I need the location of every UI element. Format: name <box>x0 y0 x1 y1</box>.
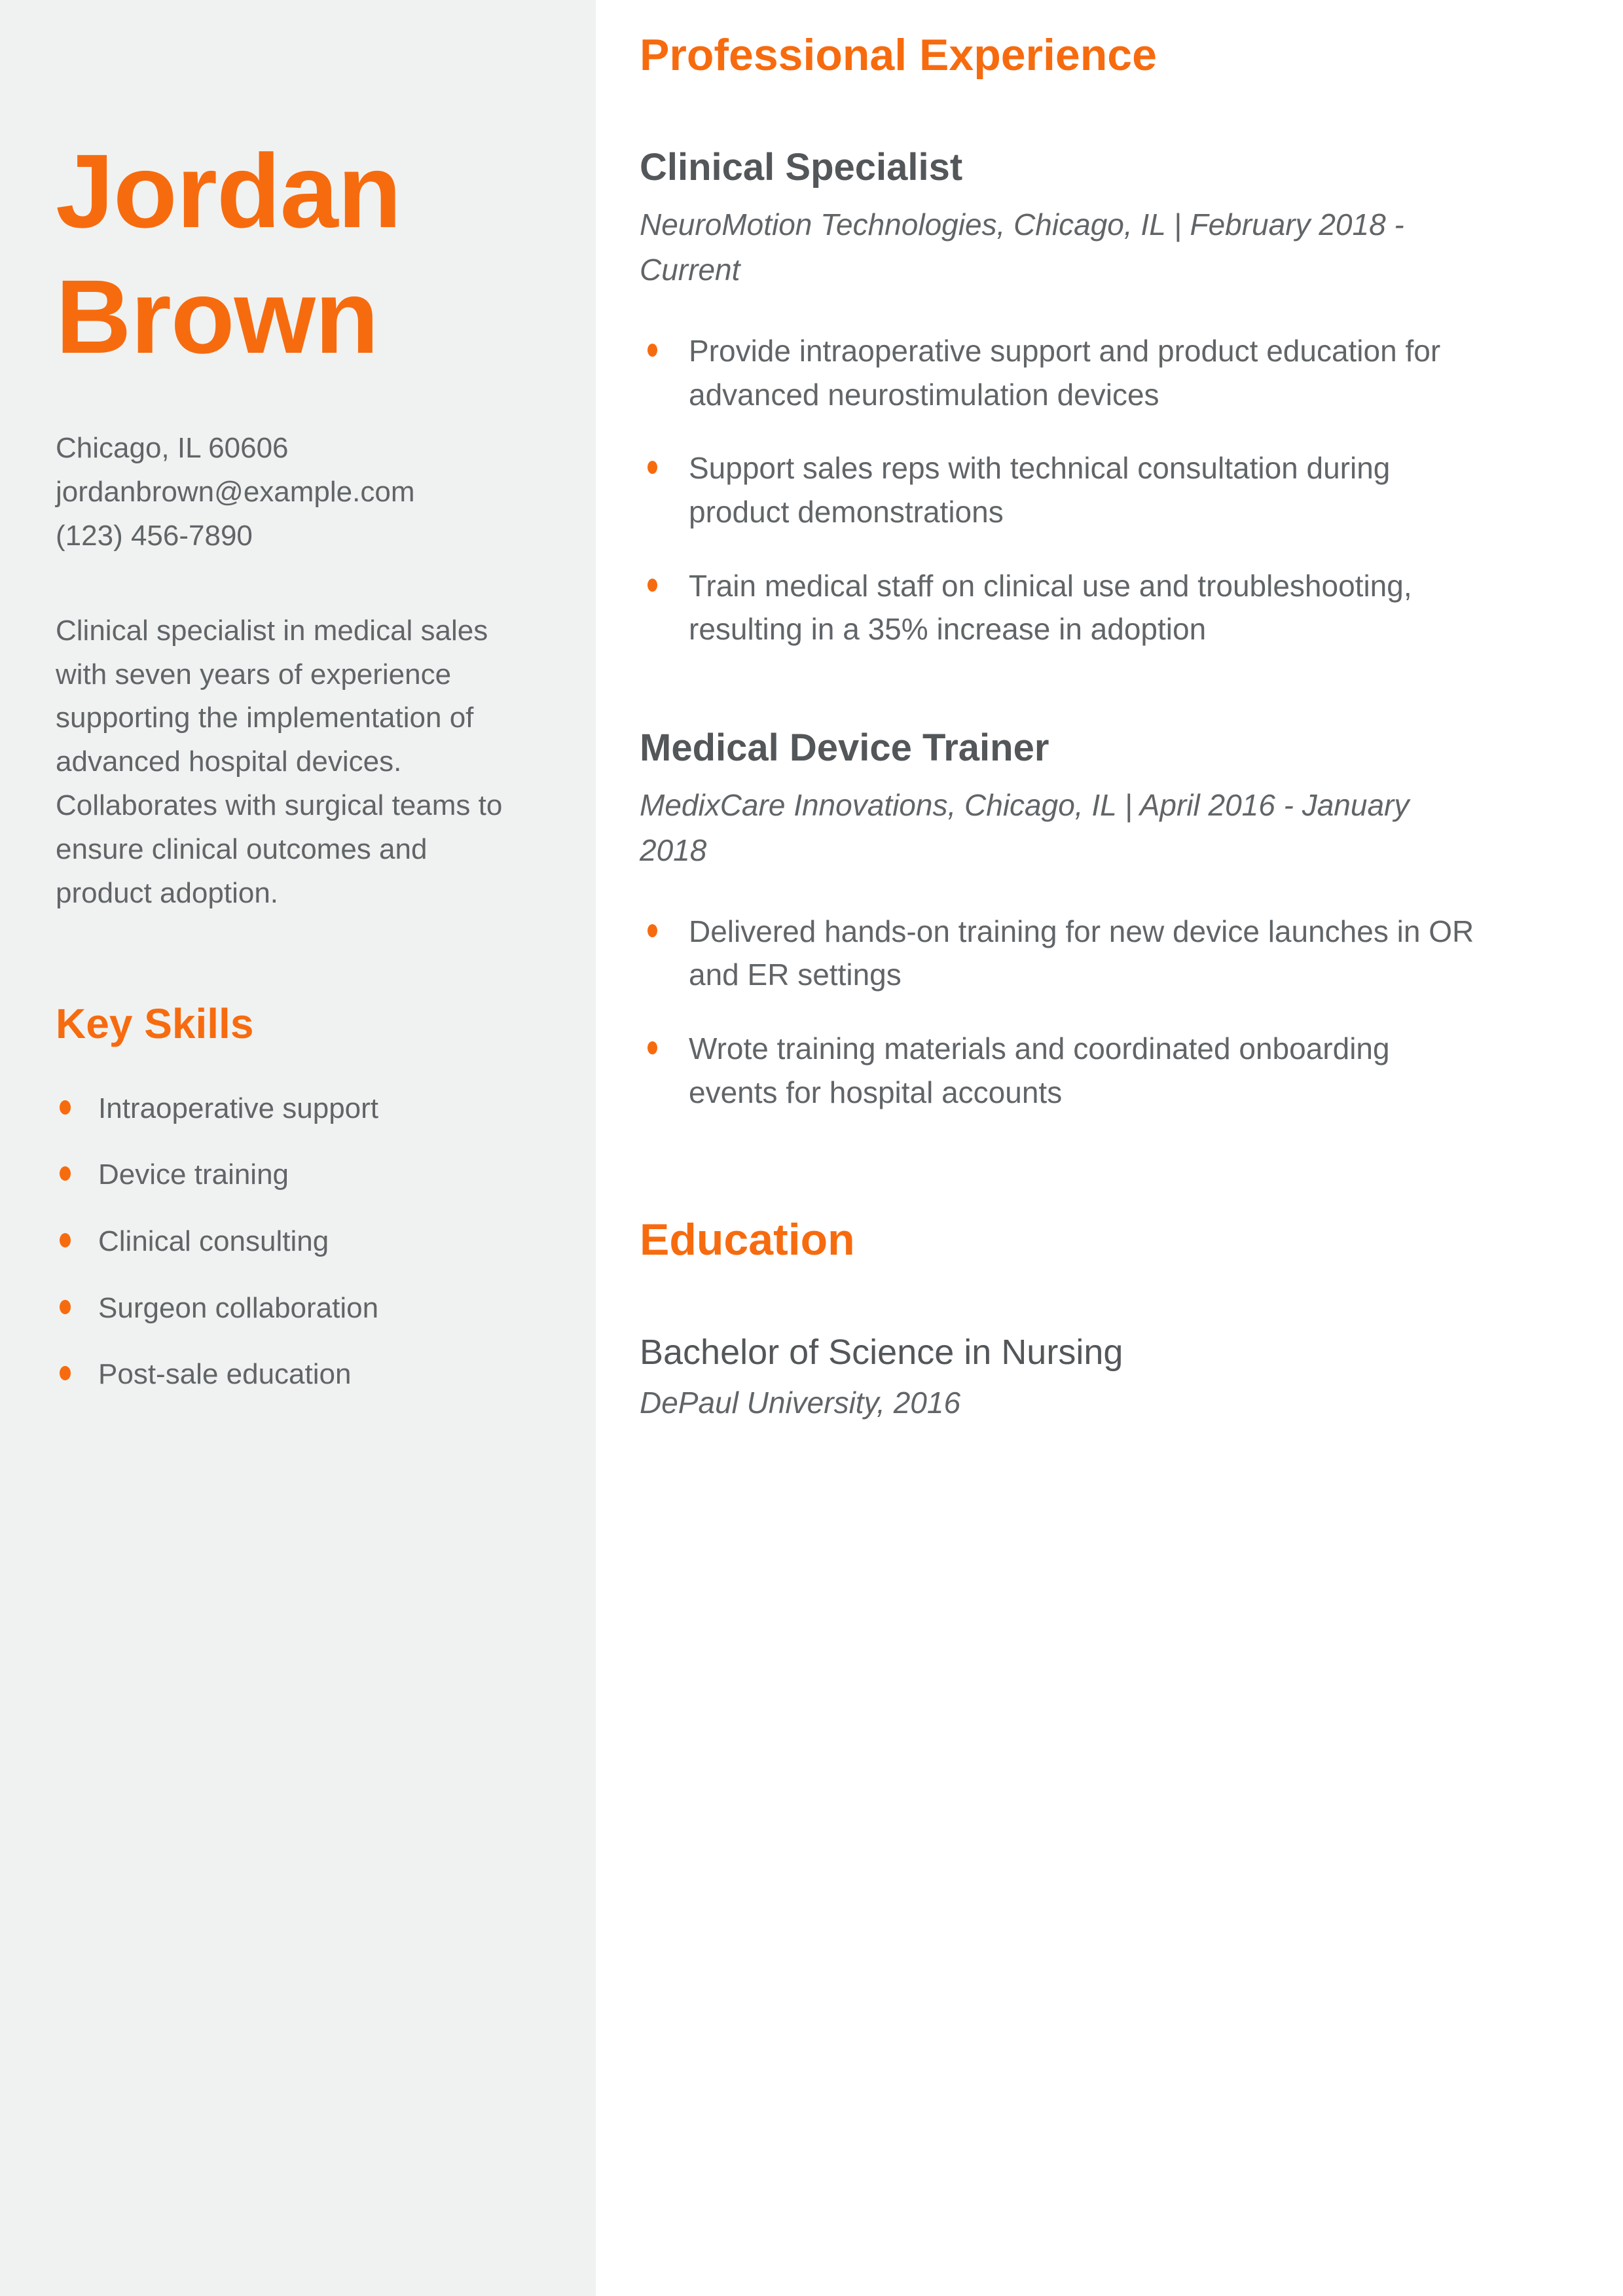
contact-phone: (123) 456-7890 <box>56 519 253 552</box>
job-bullet-text: Delivered hands-on training for new device launches in OR and ER settings <box>689 914 1474 992</box>
main-column <box>596 0 1623 2296</box>
candidate-name <box>56 128 556 380</box>
bullet-icon <box>647 461 657 474</box>
education-heading: Education <box>640 1215 855 1265</box>
candidate-last-name: Brown <box>56 258 378 375</box>
key-skills-list <box>56 1088 556 1395</box>
skill-item <box>56 1088 556 1129</box>
contact-block <box>56 427 556 558</box>
skill-label: Post-sale education <box>98 1358 352 1391</box>
education-degree: Bachelor of Science in Nursing <box>640 1332 1123 1372</box>
job-bullet <box>640 446 1564 533</box>
skill-item <box>56 1221 556 1262</box>
skill-item <box>56 1288 556 1329</box>
job-entry-clinical-specialist <box>640 144 1564 651</box>
skill-label: Clinical consulting <box>98 1225 329 1257</box>
job-bullet <box>640 329 1564 416</box>
job-entry-medical-device-trainer <box>640 725 1564 1114</box>
bullet-icon <box>60 1100 71 1115</box>
bullet-icon <box>647 1041 657 1054</box>
bullet-icon <box>60 1366 71 1380</box>
key-skills-heading: Key Skills <box>56 999 254 1047</box>
skill-label: Device training <box>98 1158 289 1191</box>
bullet-icon <box>60 1233 71 1247</box>
bullet-icon <box>647 344 657 357</box>
candidate-first-name: Jordan <box>56 132 401 249</box>
job-bullet <box>640 1027 1564 1114</box>
skill-item <box>56 1155 556 1195</box>
job-company-dates: MedixCare Innovations, Chicago, IL | April 2016 - January 2018 <box>640 787 1410 867</box>
job-company-dates: NeuroMotion Technologies, Chicago, IL | February 2018 - Current <box>640 207 1404 287</box>
job-bullet-list <box>640 910 1564 1115</box>
contact-email: jordanbrown@example.com <box>56 475 415 508</box>
job-bullet-text: Train medical staff on clinical use and troubleshooting, resulting in a 35% increase in adoption <box>689 568 1412 647</box>
job-bullet <box>640 564 1564 651</box>
skill-label: Surgeon collaboration <box>98 1291 379 1324</box>
job-bullet <box>640 910 1564 997</box>
skill-label: Intraoperative support <box>98 1092 379 1124</box>
experience-heading: Professional Experience <box>640 30 1157 80</box>
bullet-icon <box>647 924 657 937</box>
job-title: Clinical Specialist <box>640 146 963 189</box>
bullet-icon <box>647 579 657 592</box>
job-bullet-text: Provide intraoperative support and product education for advanced neurostimulation devices <box>689 333 1441 412</box>
job-bullet-text: Wrote training materials and coordinated onboarding events for hospital accounts <box>689 1031 1390 1109</box>
job-bullet-list <box>640 329 1564 651</box>
job-title: Medical Device Trainer <box>640 726 1049 770</box>
sidebar <box>0 0 596 2296</box>
skill-item <box>56 1354 556 1395</box>
bullet-icon <box>60 1300 71 1314</box>
job-bullet-text: Support sales reps with technical consultation during product demonstrations <box>689 451 1391 529</box>
bullet-icon <box>60 1166 71 1181</box>
education-school-year: DePaul University, 2016 <box>640 1385 961 1420</box>
contact-location: Chicago, IL 60606 <box>56 432 289 464</box>
professional-summary: Clinical specialist in medical sales with seven years of experience supporting the implementation of advanced hospital devices. Collaborates with surgical teams to ensure clinical outcomes and product adoption. <box>56 614 503 909</box>
